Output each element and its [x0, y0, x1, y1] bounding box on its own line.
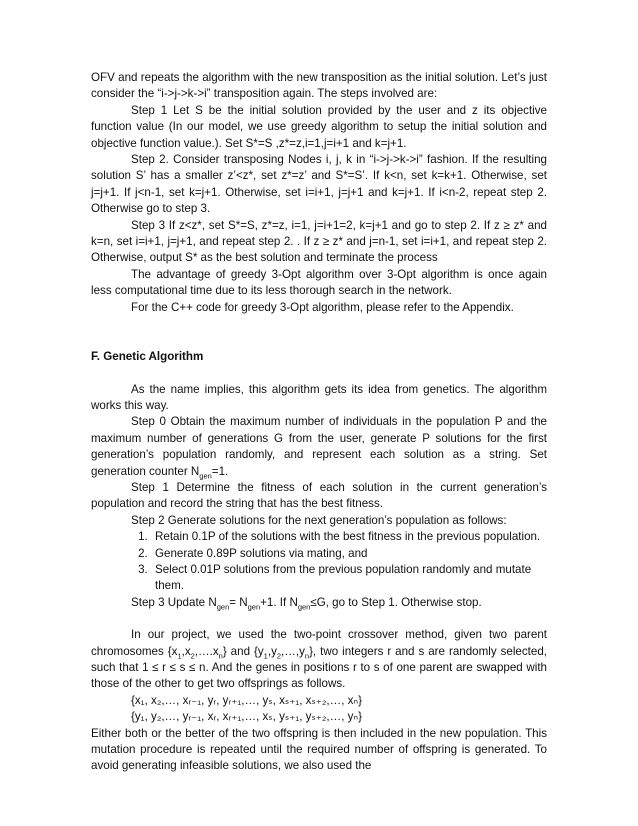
list-item: 2. Generate 0.89P solutions via mating, and	[151, 546, 547, 562]
crossover-text: ,x	[181, 644, 191, 658]
subscript: 1	[177, 650, 182, 660]
gen-subscript: gen	[199, 470, 212, 480]
paragraph-advantage: The advantage of greedy 3-Opt algorithm over 3-Opt algorithm is once again less computational time due to its less thorough search in the network.	[91, 267, 547, 298]
step-0-ga	[91, 414, 547, 480]
list-item: 3. Select 0.01P solutions from the previous population randomly and mutate them.	[151, 562, 547, 595]
list-item: 1. Retain 0.1P of the solutions with the best fitness in the previous population.	[151, 529, 547, 545]
crossover-text: ,y	[267, 644, 277, 658]
step-0-text: Step 0 Obtain the maximum number of individuals in the population P and the maximum number of generations G from the user, generate P solutions for the first generation’s population randomly, and represent each solution as a string. Set generation counter N	[91, 415, 547, 478]
gen-subscript: gen	[297, 602, 311, 612]
subscript: 2	[276, 650, 282, 660]
gen-subscript: gen	[247, 602, 261, 612]
document-page	[91, 70, 547, 775]
step-3-if: +1. If N	[260, 595, 298, 609]
offspring-formula-1: {x₁, x₂,…, xᵣ₋₁, yᵣ, yᵣ₊₁,…, yₛ, xₛ₊₁, xₛ₊₂,…, xₙ}	[131, 693, 362, 707]
gen-subscript: gen	[216, 602, 230, 612]
crossover-text: In our project, we used the two-point crossover method, given two parent chromosomes {x	[91, 628, 547, 658]
subscript: 2	[190, 650, 195, 660]
step-1-3opt: Step 1 Let S be the initial solution provided by the user and z its objective function value (In our model, we use greedy algorithm to setup the initial solution and objective function value.). Set S*=S ,z*=z,i=1,j=i+1 and k=j+1.	[91, 103, 547, 150]
crossover-text: ,…,y	[281, 644, 305, 658]
paragraph-crossover	[91, 627, 547, 693]
subscript: 1	[263, 650, 268, 660]
offspring-formula-2: {y₁, y₂,…, yᵣ₋₁, xᵣ, xᵣ₊₁,…, xₛ, yₛ₊₁, yₛ₊₂,…, yₙ}	[131, 710, 362, 724]
subscript: n	[218, 650, 223, 660]
paragraph-ga-intro: As the name implies, this algorithm gets its idea from genetics. The algorithm works this way.	[91, 382, 547, 412]
step-3-end: ≤G, go to Step 1. Otherwise stop.	[310, 595, 482, 609]
step-3-ga	[91, 595, 547, 611]
step-1-ga: Step 1 Determine the fitness of each solution in the current generation’s population and record the string that has the best fitness.	[91, 480, 547, 511]
step-3-text: Step 3 Update N	[131, 595, 217, 609]
paragraph-code-reference: For the C++ code for greedy 3-Opt algorithm, please refer to the Appendix.	[131, 300, 514, 314]
step-2-3opt: Step 2. Consider transposing Nodes i, j, k in “i->j->k->i” fashion. If the resulting solution S’ has a smaller z’<z*, set z*=z’ and S*=S’. If k<n, set k=k+1. Otherwise, set j=j+1. If j<n-1, set k=j+1. Otherwise, set i=i+1, j=j+1 and k=j+1. If i<n-2, repeat step 2. Otherwise go to step 3.	[91, 153, 547, 216]
step-2-ga: Step 2 Generate solutions for the next generation’s population as follows:	[131, 513, 507, 527]
paragraph-closing: Either both or the better of the two offspring is then included in the new population. This mutation procedure is repeated until the required number of offspring is generated. To avoid generating infeasible solutions, we also used the	[91, 726, 547, 773]
crossover-text: ,….x	[194, 644, 219, 658]
generation-steps-list	[91, 529, 547, 595]
crossover-text: } and {y	[222, 644, 264, 658]
section-heading-genetic: F. Genetic Algorithm	[91, 350, 204, 364]
step-3-3opt: Step 3 If z<z*, set S*=S, z*=z, i=1, j=i+1=2, k=j+1 and go to step 2. If z ≥ z* and k=n, set i=i+1, j=j+1, and repeat step 2. . If z ≥ z* and j=n-1, set i=i+1, and repeat step 2. Otherwise, output S* as the best solution and terminate the process	[91, 218, 547, 265]
crossover-text: }, two integers r and s are randomly selected, such that 1 ≤ r ≤ s ≤ n. And the genes in positions r to s of one parent are swapped with those of the other to get two offsprings as follows.	[91, 644, 548, 691]
subscript: n	[304, 650, 310, 660]
step-3-eq: = N	[229, 595, 248, 609]
step-0-end: =1.	[211, 464, 229, 478]
paragraph-ofv: OFV and repeats the algorithm with the new transposition as the initial solution. Let’s just consider the “i->j->k->i” transposition again. The steps involved are:	[91, 71, 547, 101]
